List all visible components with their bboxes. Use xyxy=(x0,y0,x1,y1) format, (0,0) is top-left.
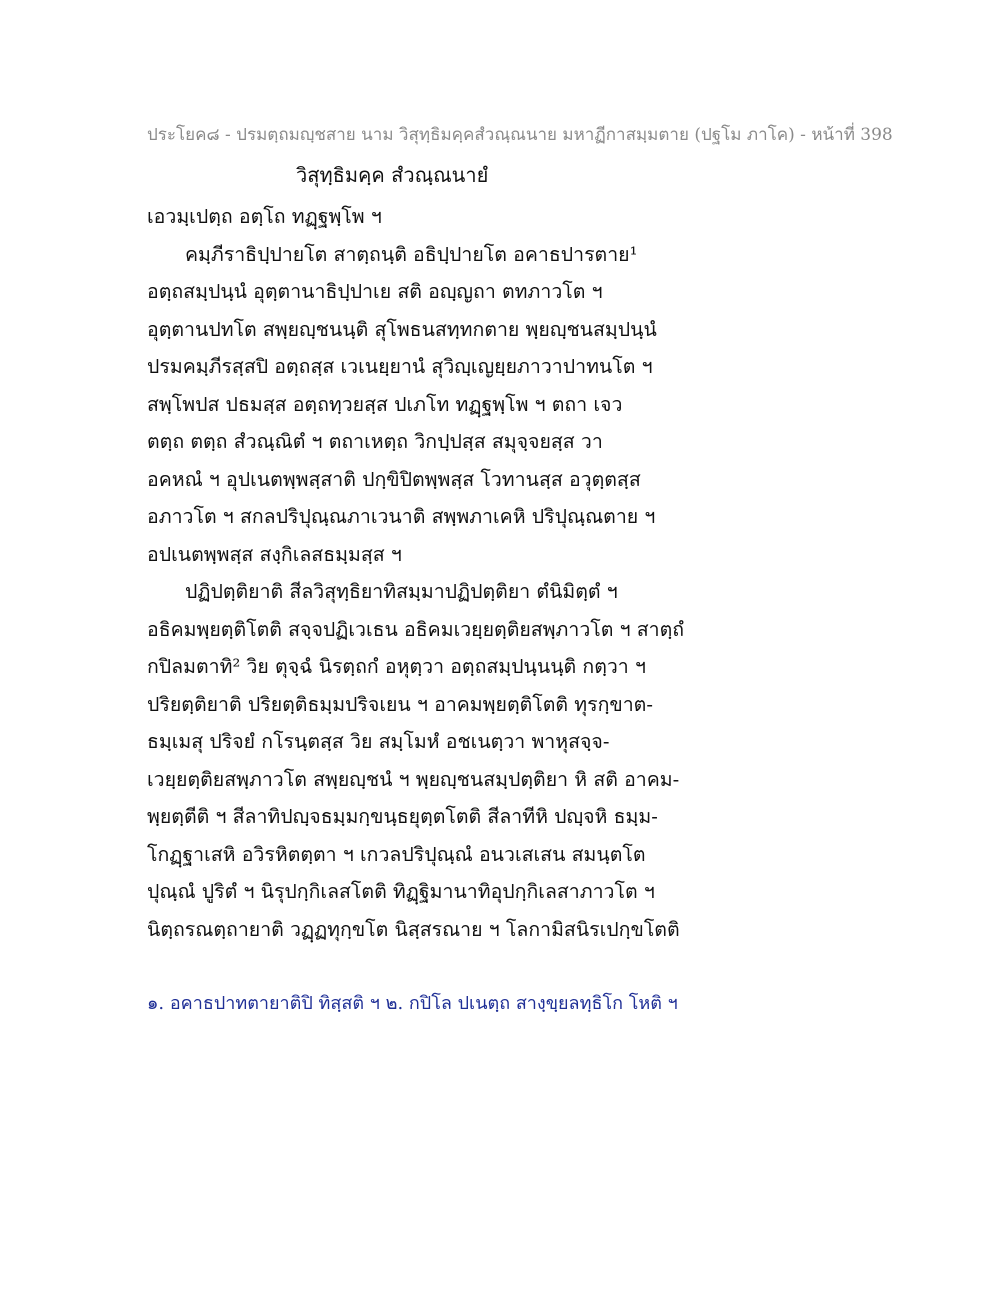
text-line: โกฏฺฐาเสหิ อวิรหิตตฺตา ฯ เกวลปริปุณฺณํ อนวเสเสน สมนฺตโต xyxy=(147,842,646,866)
text-line: ปริยตฺติยาติ ปริยตฺติธมฺมปริจเยน ฯ อาคมพฺยตฺติโตติ ทุรกฺขาต- xyxy=(147,692,653,716)
text-line: ปรมคมฺภีรสฺสปิ อตฺถสฺส เวเนยฺยานํ สุวิญฺเญยฺยภาวาปาทนโต ฯ xyxy=(147,355,653,378)
text-line: อปเนตพฺพสฺส สงฺกิเลสธมฺมสฺส ฯ xyxy=(147,542,402,566)
text-line: อธิคมพฺยตฺติโตติ สจฺจปฏิเวเธน อธิคมเวยฺยตฺติยสพฺภาวโต ฯ สาตฺถํ xyxy=(147,617,685,641)
text-line: อภาวโต ฯ สกลปริปุณฺณภาเวนาติ สพฺพภาเคหิ ปริปุณฺณตาย ฯ xyxy=(147,505,656,528)
text-line: กปิลมตาทิ² วิย ตุจฺฉํ นิรตฺถกํ อหุตฺวา อตฺถสมฺปนฺนนฺติ กตฺวา ฯ xyxy=(147,655,646,678)
text-line: ปุณฺณํ ปูริตํ ฯ นิรุปกฺกิเลสโตติ ทิฏฺฐิมานาทิอุปกฺกิเลสาภาวโต ฯ xyxy=(147,880,655,903)
text-line: ตตฺถ ตตฺถ สํวณฺณิตํ ฯ ตถาเหตฺถ วิกปฺปสฺส สมุจฺจยสฺส วา xyxy=(147,430,603,453)
text-line: อตฺถสมฺปนฺนํ อุตฺตานาธิปฺปาเย สติ อญฺญถา ตทภาวโต ฯ xyxy=(147,280,603,303)
text-line: สพฺโพปส ปธมสฺส อตฺถทฺวยสฺส ปเภโท ทฏฺฐพฺโพ ฯ ตถา เจว xyxy=(147,392,623,416)
text-line: นิตฺถรณตฺถายาติ วฏฺฏทุกฺขโต นิสฺสรณาย ฯ โลกามิสนิรเปกฺขโตติ xyxy=(147,917,680,941)
text-line: ปฏิปตฺติยาติ สีลวิสุทฺธิยาทิสมฺมาปฏิปตฺติยา ตํนิมิตฺตํ ฯ xyxy=(185,580,618,603)
text-line: เอวมฺเปตฺถ อตฺโถ ทฏฺฐพฺโพ ฯ xyxy=(147,205,382,228)
running-header: ประโยค๘ - ปรมตฺถมญฺชสาย นาม วิสุทฺธิมคฺคสํวณฺณนาย มหาฏีกาสมฺมตาย (ปฐโม ภาโค) - หน้าที่ 398 xyxy=(147,125,893,145)
text-line: ธมฺเมสุ ปริจยํ กโรนฺตสฺส วิย สมฺโมหํ อชเนตฺวา พาหุสจฺจ- xyxy=(147,730,610,753)
section-heading: วิสุทฺธิมคฺค สํวณฺณนายํ xyxy=(296,163,489,187)
body-text xyxy=(147,198,747,948)
text-line: คมฺภีราธิปฺปายโต สาตฺถนฺติ อธิปฺปายโต อคาธปารตาย¹ xyxy=(185,242,638,266)
text-line: อคหณํ ฯ อุปเนตพฺพสฺสาติ ปกฺขิปิตพฺพสฺส โวทานสฺส อวุตฺตสฺส xyxy=(147,467,641,491)
text-line: อุตฺตานปทโต สพฺยญฺชนนฺติ สุโพธนสทฺทกตาย พฺยญฺชนสมฺปนฺนํ xyxy=(147,317,657,341)
text-line: พฺยตฺตีติ ฯ สีลาทิปญฺจธมฺมกฺขนฺธยุตฺตโตติ สีลาทีหิ ปญฺจหิ ธมฺม- xyxy=(147,805,658,828)
text-line: เวยฺยตฺติยสพฺภาวโต สพฺยญฺชนํ ฯ พฺยญฺชนสมฺปตฺติยา หิ สติ อาคม- xyxy=(147,767,680,791)
footnote: ๑. อคาธปาทตายาติปิ ทิสฺสติ ฯ ๒. กปิโล ปเนตฺถ สางฺขฺยลทฺธิโก โหติ ฯ xyxy=(147,993,678,1014)
